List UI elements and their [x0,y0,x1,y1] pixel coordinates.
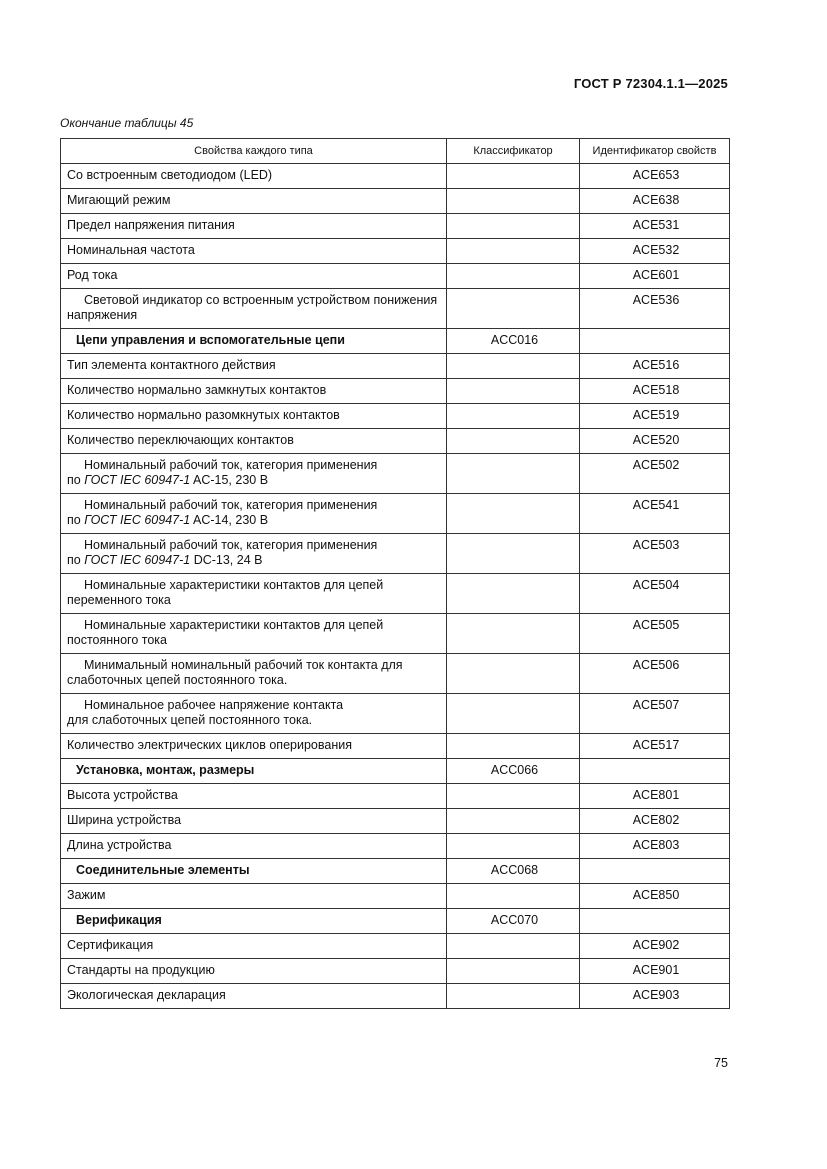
classifier-cell [447,934,580,959]
property-name-cell: Длина устройства [61,834,447,859]
property-id-cell: ACE520 [580,429,730,454]
table-row [61,959,730,984]
classifier-cell [447,884,580,909]
classifier-cell [447,694,580,734]
property-name-cell: Количество переключающих контактов [61,429,447,454]
classifier-cell [447,654,580,694]
classifier-cell [447,984,580,1009]
property-id-cell: ACE517 [580,734,730,759]
table-caption: Окончание таблицы 45 [60,116,194,130]
classifier-cell [447,494,580,534]
table-row [61,654,730,694]
property-name-cell: Экологическая декларация [61,984,447,1009]
table-row [61,534,730,574]
property-id-cell: ACE504 [580,574,730,614]
classifier-cell [447,574,580,614]
table-body [61,164,730,1009]
property-name-cell: Высота устройства [61,784,447,809]
property-id-cell: ACE850 [580,884,730,909]
table-row [61,574,730,614]
property-name-cell [61,694,447,734]
classifier-cell [447,809,580,834]
property-id-cell: ACE653 [580,164,730,189]
column-header-property-id: Идентификатор свойств [580,139,730,164]
property-name-cell [61,534,447,574]
page-number: 75 [714,1056,728,1070]
section-title-cell: Цепи управления и вспомогательные цепи [61,329,447,354]
standard-reference: ГОСТ IEC 60947-1 [84,473,191,487]
classifier-cell [447,404,580,429]
property-name-cell: Номинальные характеристики контактов для цепей переменного тока [61,574,447,614]
standard-reference: ГОСТ IEC 60947-1 [84,553,191,567]
property-id-cell: ACE503 [580,534,730,574]
property-id-cell: ACE902 [580,934,730,959]
property-name-cell: Тип элемента контактного действия [61,354,447,379]
property-name-cell: Номинальные характеристики контактов для цепей постоянного тока [61,614,447,654]
document-header: ГОСТ Р 72304.1.1—2025 [573,76,728,91]
property-id-cell: ACE638 [580,189,730,214]
standard-reference: ГОСТ IEC 60947-1 [84,513,191,527]
property-name-line2-suffix: DC-13, 24 B [190,553,263,567]
property-id-cell [580,859,730,884]
property-id-cell: ACE901 [580,959,730,984]
property-name-cell: Количество нормально разомкнутых контактов [61,404,447,429]
property-name-cell: Род тока [61,264,447,289]
property-id-cell: ACE518 [580,379,730,404]
table-row [61,164,730,189]
table-row [61,494,730,534]
table-row [61,379,730,404]
property-name-line2-prefix: для слаботочных цепей постоянного тока. [67,713,313,727]
table-row [61,429,730,454]
classifier-cell [447,289,580,329]
classifier-cell [447,534,580,574]
property-name-cell: Количество электрических циклов оперирования [61,734,447,759]
table-row [61,454,730,494]
classifier-cell: ACC066 [447,759,580,784]
property-name-line1: Номинальное рабочее напряжение контакта [84,698,344,712]
classifier-cell: ACC016 [447,329,580,354]
property-name-line2-prefix: по [67,513,85,527]
property-id-cell: ACE505 [580,614,730,654]
classifier-cell [447,429,580,454]
table-row [61,734,730,759]
property-id-cell [580,329,730,354]
table-section-row [61,329,730,354]
table-row [61,189,730,214]
property-id-cell: ACE803 [580,834,730,859]
classifier-cell [447,164,580,189]
table-header-row [61,139,730,164]
property-id-cell [580,759,730,784]
table-row [61,404,730,429]
property-name-cell: Световой индикатор со встроенным устройством понижения напряжения [61,289,447,329]
property-id-cell: ACE601 [580,264,730,289]
properties-table [60,138,730,1009]
classifier-cell [447,834,580,859]
table-row [61,214,730,239]
property-id-cell: ACE502 [580,454,730,494]
table-section-row [61,859,730,884]
table-row [61,784,730,809]
table-row [61,834,730,859]
property-name-cell: Номинальная частота [61,239,447,264]
classifier-cell [447,354,580,379]
property-name-cell [61,494,447,534]
property-name-line1: Номинальный рабочий ток, категория применения [84,458,378,472]
property-name-line2-suffix: AC-14, 230 B [190,513,269,527]
property-id-cell: ACE536 [580,289,730,329]
classifier-cell [447,214,580,239]
table-section-row [61,759,730,784]
property-name-line1: Номинальный рабочий ток, категория применения [84,498,378,512]
table-row [61,934,730,959]
classifier-cell [447,379,580,404]
classifier-cell [447,614,580,654]
classifier-cell [447,959,580,984]
property-id-cell: ACE519 [580,404,730,429]
property-name-line2-prefix: по [67,553,85,567]
property-name-cell: Мигающий режим [61,189,447,214]
classifier-cell [447,239,580,264]
table-row [61,289,730,329]
property-name-cell: Со встроенным светодиодом (LED) [61,164,447,189]
column-header-properties: Свойства каждого типа [61,139,447,164]
table-row [61,809,730,834]
property-id-cell: ACE903 [580,984,730,1009]
table-row [61,264,730,289]
property-name-cell: Минимальный номинальный рабочий ток контакта для слаботочных цепей постоянного тока. [61,654,447,694]
property-id-cell: ACE506 [580,654,730,694]
section-title-cell: Соединительные элементы [61,859,447,884]
property-name-line2-prefix: по [67,473,85,487]
property-name-cell: Ширина устройства [61,809,447,834]
property-id-cell: ACE516 [580,354,730,379]
classifier-cell [447,189,580,214]
section-title-cell: Верификация [61,909,447,934]
table-row [61,884,730,909]
column-header-classifier: Классификатор [447,139,580,164]
property-name-cell: Количество нормально замкнутых контактов [61,379,447,404]
property-name-line2-suffix: AC-15, 230 B [190,473,269,487]
property-id-cell: ACE507 [580,694,730,734]
property-name-line1: Номинальный рабочий ток, категория применения [84,538,378,552]
property-id-cell: ACE531 [580,214,730,239]
table-row [61,614,730,654]
property-name-cell: Сертификация [61,934,447,959]
table-row [61,694,730,734]
classifier-cell: ACC068 [447,859,580,884]
table-row [61,984,730,1009]
classifier-cell [447,264,580,289]
classifier-cell [447,734,580,759]
property-id-cell: ACE801 [580,784,730,809]
property-id-cell: ACE532 [580,239,730,264]
table-section-row [61,909,730,934]
property-id-cell: ACE802 [580,809,730,834]
property-name-cell [61,454,447,494]
property-name-cell: Предел напряжения питания [61,214,447,239]
property-name-cell: Зажим [61,884,447,909]
classifier-cell [447,784,580,809]
table-row [61,239,730,264]
classifier-cell [447,454,580,494]
property-id-cell: ACE541 [580,494,730,534]
property-id-cell [580,909,730,934]
section-title-cell: Установка, монтаж, размеры [61,759,447,784]
table-row [61,354,730,379]
classifier-cell: ACC070 [447,909,580,934]
property-name-cell: Стандарты на продукцию [61,959,447,984]
